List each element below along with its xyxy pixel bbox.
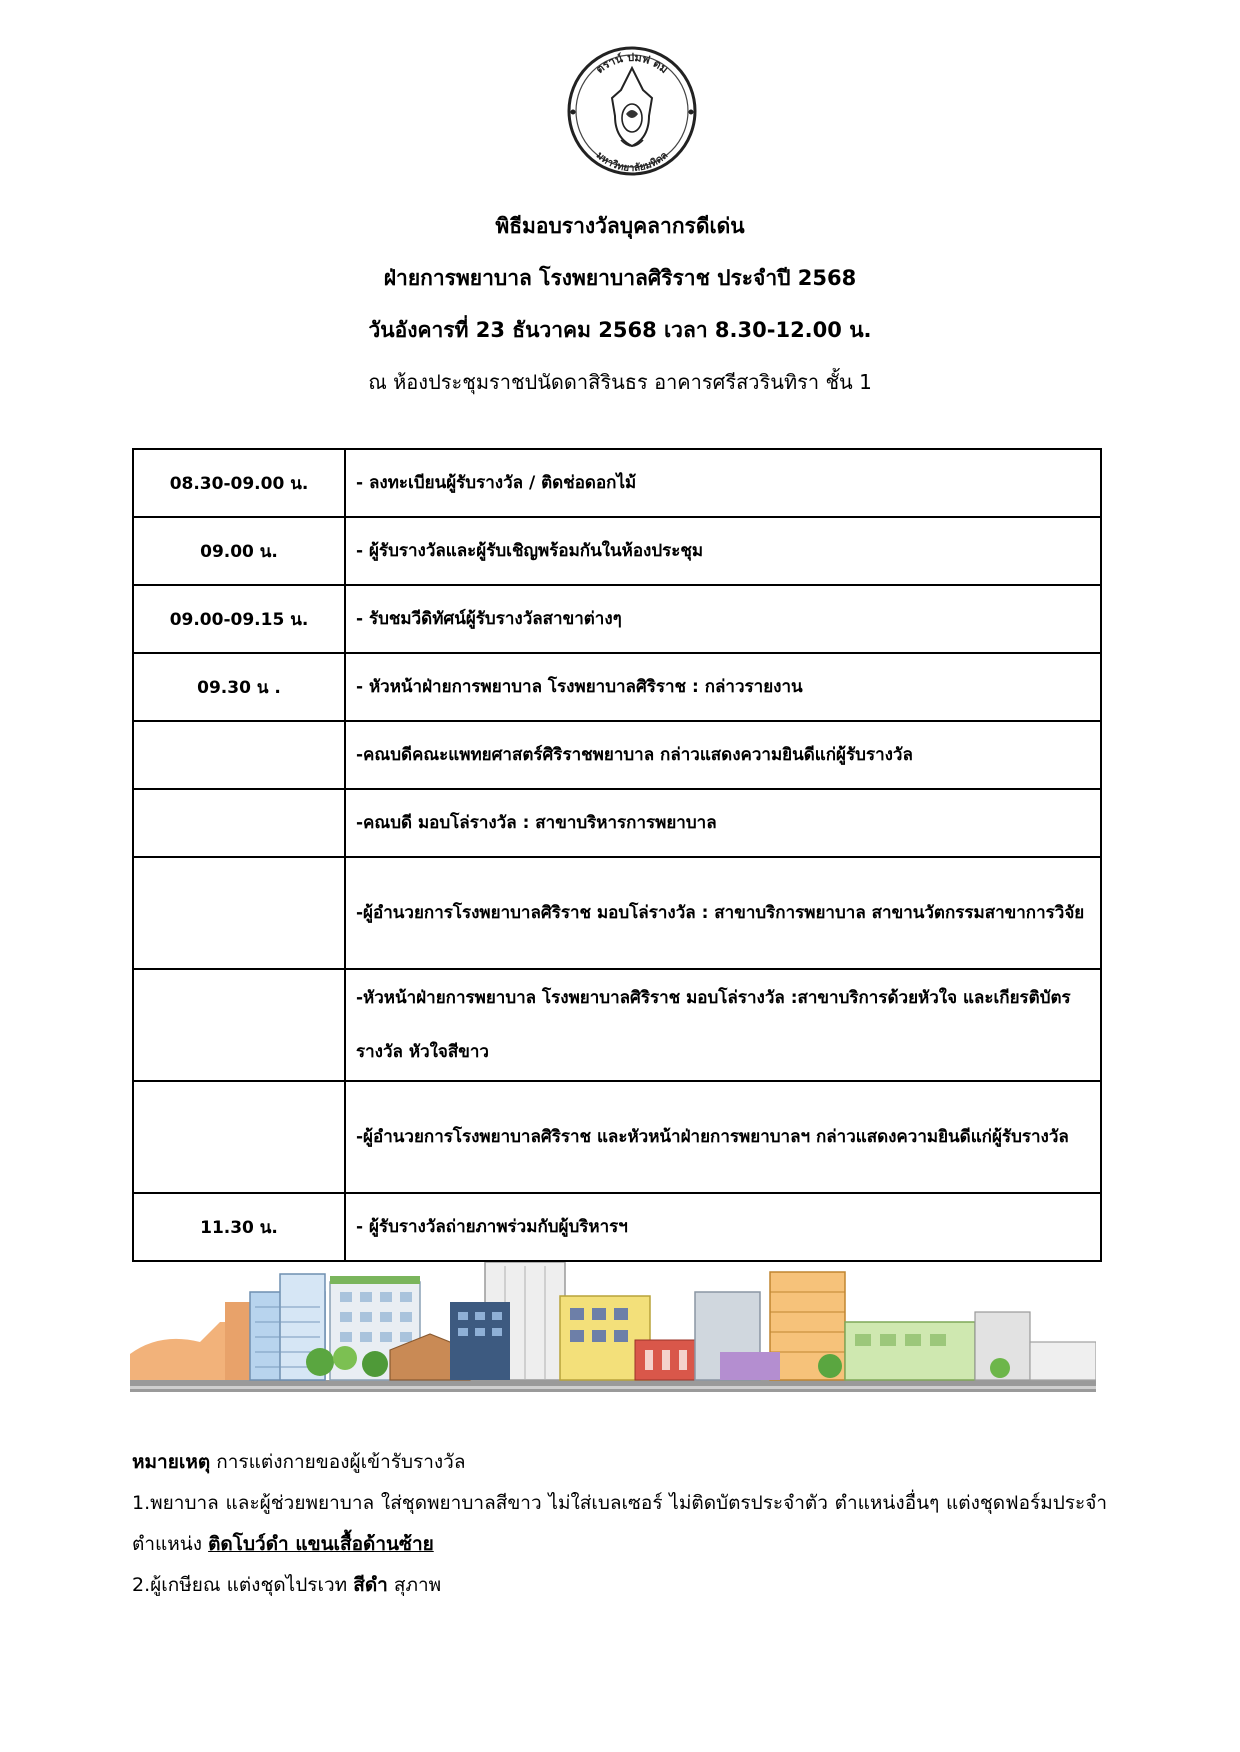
svg-text:มหาวิทยาลัยมหิดล	[594, 150, 670, 174]
table-row	[133, 585, 1101, 653]
time-cell: 11.30 น.	[133, 1193, 345, 1261]
notes-item-1-text: 1.พยาบาล และผู้ช่วยพยาบาล ใส่ชุดพยาบาลสีขาว ไม่ใส่เบลเซอร์ ไม่ติดบัตรประจำตัว ตำแหน่งอื่นๆ แต่งชุดฟอร์มประจำตำแหน่ง	[132, 1492, 1107, 1555]
table-row	[133, 969, 1101, 1081]
time-cell	[133, 1081, 345, 1193]
hospital-skyline-illustration	[130, 1262, 1096, 1392]
time-cell	[133, 857, 345, 969]
time-cell: 08.30-09.00 น.	[133, 449, 345, 517]
university-seal-logo	[557, 46, 707, 176]
notes-item-2-emphasis: สีดำ	[353, 1574, 388, 1596]
time-cell	[133, 969, 345, 1081]
notes-item-2	[132, 1565, 1107, 1606]
activity-cell: -คณบดีคณะแพทยศาสตร์ศิริราชพยาบาล กล่าวแสดงความยินดีแก่ผู้รับรางวัล	[345, 721, 1101, 789]
notes-item-2-tail: สุภาพ	[387, 1574, 442, 1596]
table-row	[133, 1081, 1101, 1193]
notes-intro: การแต่งกายของผู้เข้ารับรางวัล	[210, 1451, 466, 1473]
activity-cell: -หัวหน้าฝ่ายการพยาบาล โรงพยาบาลศิริราช มอบโล่รางวัล :สาขาบริการด้วยหัวใจ และเกียรติบัตร รางวัล หัวใจสีขาว	[345, 969, 1101, 1081]
table-row	[133, 857, 1101, 969]
seal-top-text: ตราน์ ปมฟ ตม	[593, 50, 671, 77]
notes-item-1	[132, 1483, 1107, 1565]
notes-label: หมายเหตุ	[132, 1451, 211, 1473]
notes-item-2-text: 2.ผู้เกษียณ แต่งชุดไปรเวท	[132, 1574, 354, 1596]
table-row	[133, 517, 1101, 585]
notes-section	[132, 1442, 1107, 1606]
notes-item-1-emphasis: ติดโบว์ดำ แขนเสื้อด้านซ้าย	[208, 1533, 434, 1555]
activity-cell: -คณบดี มอบโล่รางวัล : สาขาบริหารการพยาบาล	[345, 789, 1101, 857]
time-cell: 09.30 น .	[133, 653, 345, 721]
activity-cell: - หัวหน้าฝ่ายการพยาบาล โรงพยาบาลศิริราช : กล่าวรายงาน	[345, 653, 1101, 721]
schedule-table	[132, 448, 1102, 1262]
table-row	[133, 789, 1101, 857]
table-row	[133, 1193, 1101, 1261]
seal-bottom-text: มหาวิทยาลัยมหิดล	[593, 150, 671, 175]
activity-cell: - ผู้รับรางวัลและผู้รับเชิญพร้อมกันในห้องประชุม	[345, 517, 1101, 585]
ceremony-title: พิธีมอบรางวัลบุคลากรดีเด่น	[495, 214, 745, 238]
event-venue: ณ ห้องประชุมราชปนัดดาสิรินธร อาคารศรีสวรินทิรา ชั้น 1	[368, 370, 872, 394]
time-cell: 09.00-09.15 น.	[133, 585, 345, 653]
notes-heading	[132, 1442, 1107, 1483]
activity-cell: - รับชมวีดิทัศน์ผู้รับรางวัลสาขาต่างๆ	[345, 585, 1101, 653]
activity-cell: - ผู้รับรางวัลถ่ายภาพร่วมกับผู้บริหารฯ	[345, 1193, 1101, 1261]
time-cell	[133, 789, 345, 857]
activity-cell: - ลงทะเบียนผู้รับรางวัล / ติดช่อดอกไม้	[345, 449, 1101, 517]
activity-cell: -ผู้อำนวยการโรงพยาบาลศิริราช มอบโล่รางวัล : สาขาบริการพยาบาล สาขานวัตกรรมสาขาการวิจัย	[345, 857, 1101, 969]
event-date: วันอังคารที่ 23 ธันวาคม 2568 เวลา 8.30-12.00 น.	[368, 318, 872, 342]
time-cell: 09.00 น.	[133, 517, 345, 585]
department-title: ฝ่ายการพยาบาล โรงพยาบาลศิริราช ประจำปี 2568	[383, 266, 857, 290]
table-row	[133, 653, 1101, 721]
table-row	[133, 449, 1101, 517]
time-cell	[133, 721, 345, 789]
table-row	[133, 721, 1101, 789]
activity-cell: -ผู้อำนวยการโรงพยาบาลศิริราช และหัวหน้าฝ่ายการพยาบาลฯ กล่าวแสดงความยินดีแก่ผู้รับรางวัล	[345, 1081, 1101, 1193]
